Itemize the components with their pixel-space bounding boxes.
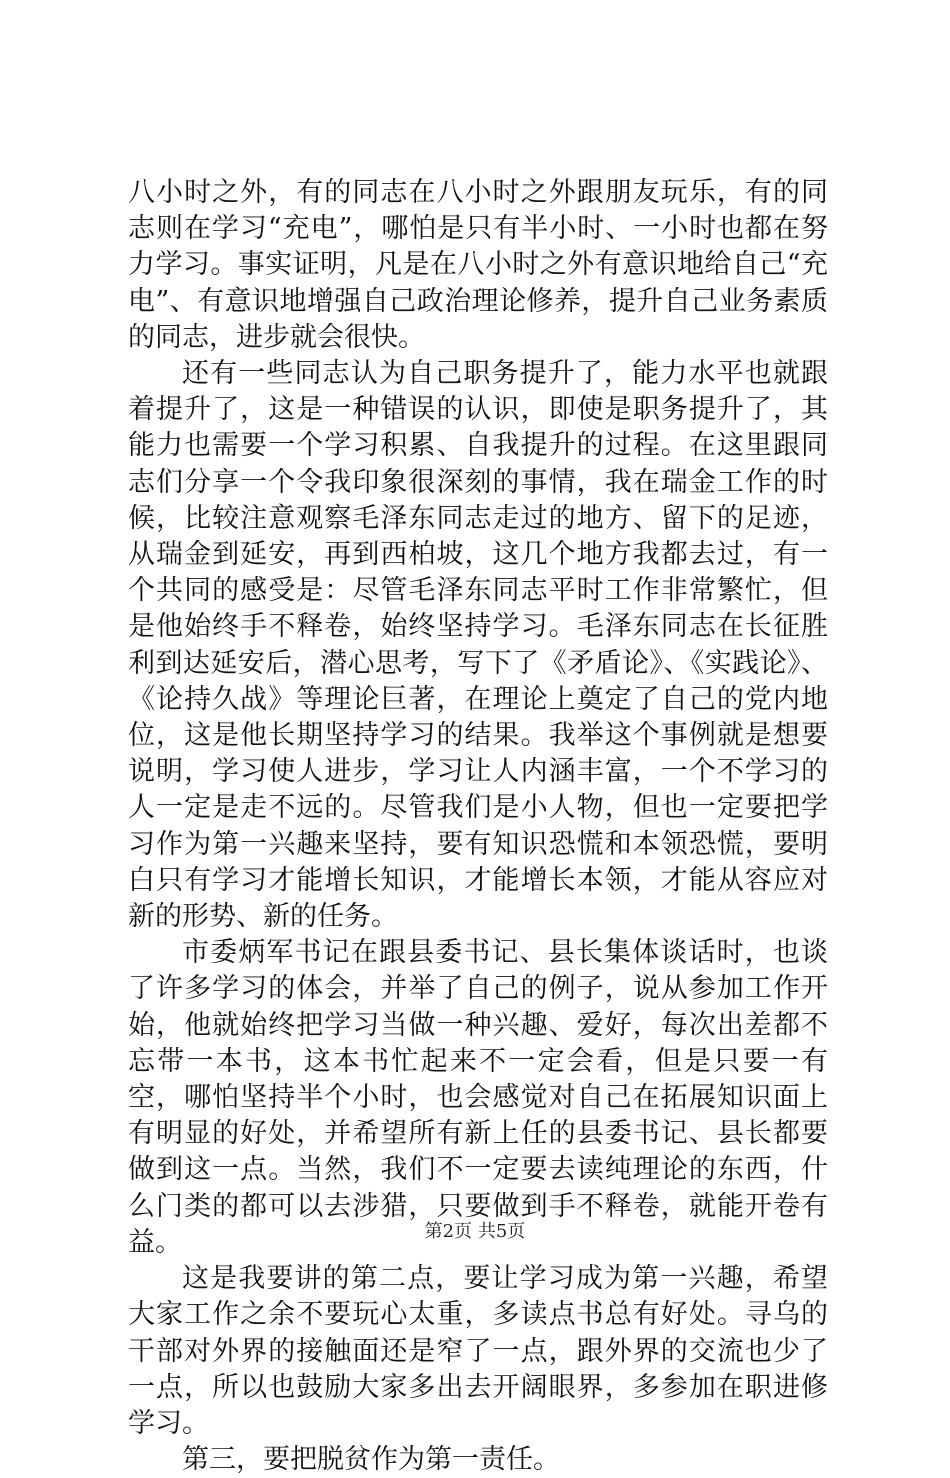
paragraph: 八小时之外，有的同志在八小时之外跟朋友玩乐，有的同志则在学习“充电”，哪怕是只有半小时、一小时也都在努力学习。事实证明，凡是在八小时之外有意识地给自己“充电”、有意识地增强自己政治理论修养，提升自己业务素质的同志，进步就会很快。: [128, 177, 828, 353]
page-number-footer: 第2页 共5页: [424, 1221, 526, 1242]
paragraph: 还有一些同志认为自己职务提升了，能力水平也就跟着提升了，这是一种错误的认识，即使是职务提升了，其能力也需要一个学习积累、自我提升的过程。在这里跟同志们分享一个令我印象很深刻的事情，我在瑞金工作的时候，比较注意观察毛泽东同志走过的地方、留下的足迹，从瑞金到延安，再到西柏坡，这几个地方我都去过，有一个共同的感受是：尽管毛泽东同志平时工作非常繁忙，但是他始终手不释卷，始终坚持学习。毛泽东同志在长征胜利到达延安后，潜心思考，写下了《矛盾论》、《实践论》、《论持久战》等理论巨著，在理论上奠定了自己的党内地位，这是他长期坚持学习的结果。我举这个事例就是想要说明，学习使人进步，学习让人内涵丰富，一个不学习的人一定是走不远的。尽管我们是小人物，但也一定要把学习作为第一兴趣来坚持，要有知识恐慌和本领恐慌，要明白只有学习才能增长知识，才能增长本领，才能从容应对新的形势、新的任务。: [128, 358, 828, 933]
document-body: [128, 175, 828, 1478]
paragraph: 这是我要讲的第二点，要让学习成为第一兴趣，希望大家工作之余不要玩心太重，多读点书总有好处。寻乌的干部对外界的接触面还是窄了一点，跟外界的交流也少了一点，所以也鼓励大家多出去开阔眼界，多参加在职进修学习。: [128, 1263, 828, 1439]
paragraph: 市委炳军书记在跟县委书记、县长集体谈话时，也谈了许多学习的体会，并举了自己的例子，说从参加工作开始，他就始终把学习当做一种兴趣、爱好，每次出差都不忘带一本书，这本书忙起来不一定会看，但是只要一有空，哪怕坚持半个小时，也会感觉对自己在拓展知识面上有明显的好处，并希望所有新上任的县委书记、县长都要做到这一点。当然，我们不一定要去读纯理论的东西，什么门类的都可以去涉猎，只要做到手不释卷，就能开卷有益。: [128, 937, 828, 1258]
paragraph: 第三，要把脱贫作为第一责任。: [182, 1444, 560, 1476]
